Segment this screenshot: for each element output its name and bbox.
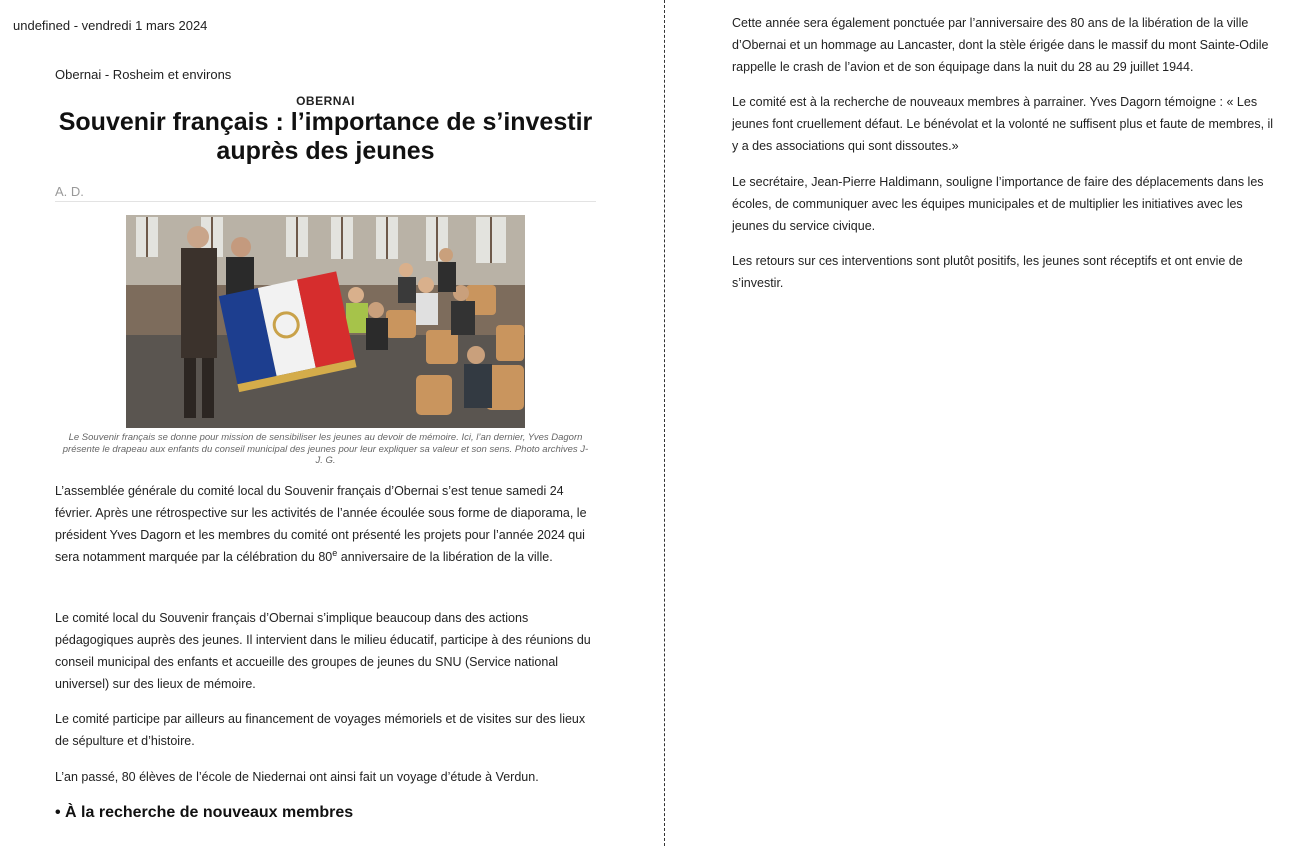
article-photo: [126, 215, 525, 428]
article-kicker: OBERNAI: [296, 94, 355, 108]
article-author: A. D.: [55, 184, 84, 199]
article-paragraph-text: L’assemblée générale du comité local du Souvenir français d’Obernai s’est tenue samedi 24 février. Après une rétrospective sur les activités de l’année écoulée sous forme de diaporama, le président Yves Dagorn et les membres du comité ont présenté les projets pour l’année 2024 qui sera notamment marquée par la célébration du 80: [55, 484, 587, 564]
section-subheading: • À la recherche de nouveaux membres: [55, 804, 354, 821]
article-paragraph: Le comité participe par ailleurs au financement de voyages mémoriels et de visites sur des lieux de sépulture et d’histoire.: [55, 712, 586, 748]
article-paragraph: L’an passé, 80 élèves de l’école de Niedernai ont ainsi fait un voyage d’étude à Verdun.: [55, 770, 539, 784]
section-rubric: Obernai - Rosheim et environs: [55, 67, 232, 82]
page-header: undefined - vendredi 1 mars 2024: [13, 18, 208, 33]
article-photo-image: [126, 215, 525, 428]
article-paragraph: Cette année sera également ponctuée par l’anniversaire des 80 ans de la libération de la ville d’Obernai et un hommage au Lancaster, dont la stèle érigée dans le massif du mont Sainte-Odile rappelle le crash de l’avion et de son équipage dans la nuit du 28 au 29 juillet 1944.: [732, 16, 1269, 74]
article-paragraph-text: anniversaire de la libération de la ville.: [337, 550, 553, 564]
ordinal-superscript: e: [332, 547, 338, 558]
article-paragraph: Le comité local du Souvenir français d’Obernai s’implique beaucoup dans des actions pédagogiques auprès des jeunes. Il intervient dans le milieu éducatif, participe à des réunions du conseil municipal des enfants et accueille des groupes de jeunes du SNU (Service national universel) sur des lieux de mémoire.: [55, 611, 591, 691]
article-paragraph: Le comité est à la recherche de nouveaux membres à parrainer. Yves Dagorn témoigne : « Les jeunes font cruellement défaut. Le bénévolat et la volonté ne suffisent plus et faute de membres, il y a des associations qui sont dissoutes.»: [732, 95, 1274, 153]
article-paragraph: Le secrétaire, Jean-Pierre Haldimann, souligne l’importance de faire des déplacements dans les écoles, de communiquer avec les équipes municipales et de multiplier les initiatives avec les jeunes du service civique.: [732, 175, 1264, 233]
photo-caption: Le Souvenir français se donne pour mission de sensibiliser les jeunes au devoir de mémoire. Ici, l’an dernier, Yves Dagorn présente le drapeau aux enfants du conseil municipal des jeunes pour leur expliquer sa valeur et son sens. Photo archives J-J. G.: [62, 432, 589, 466]
article-paragraph: Les retours sur ces interventions sont plutôt positifs, les jeunes sont réceptifs et ont envie de s’investir.: [732, 254, 1243, 290]
article-title: Souvenir français : l’importance de s’investir auprès des jeunes: [58, 108, 593, 165]
article-paragraph: [55, 480, 600, 568]
author-divider: [55, 201, 596, 202]
column-divider: [664, 0, 665, 846]
